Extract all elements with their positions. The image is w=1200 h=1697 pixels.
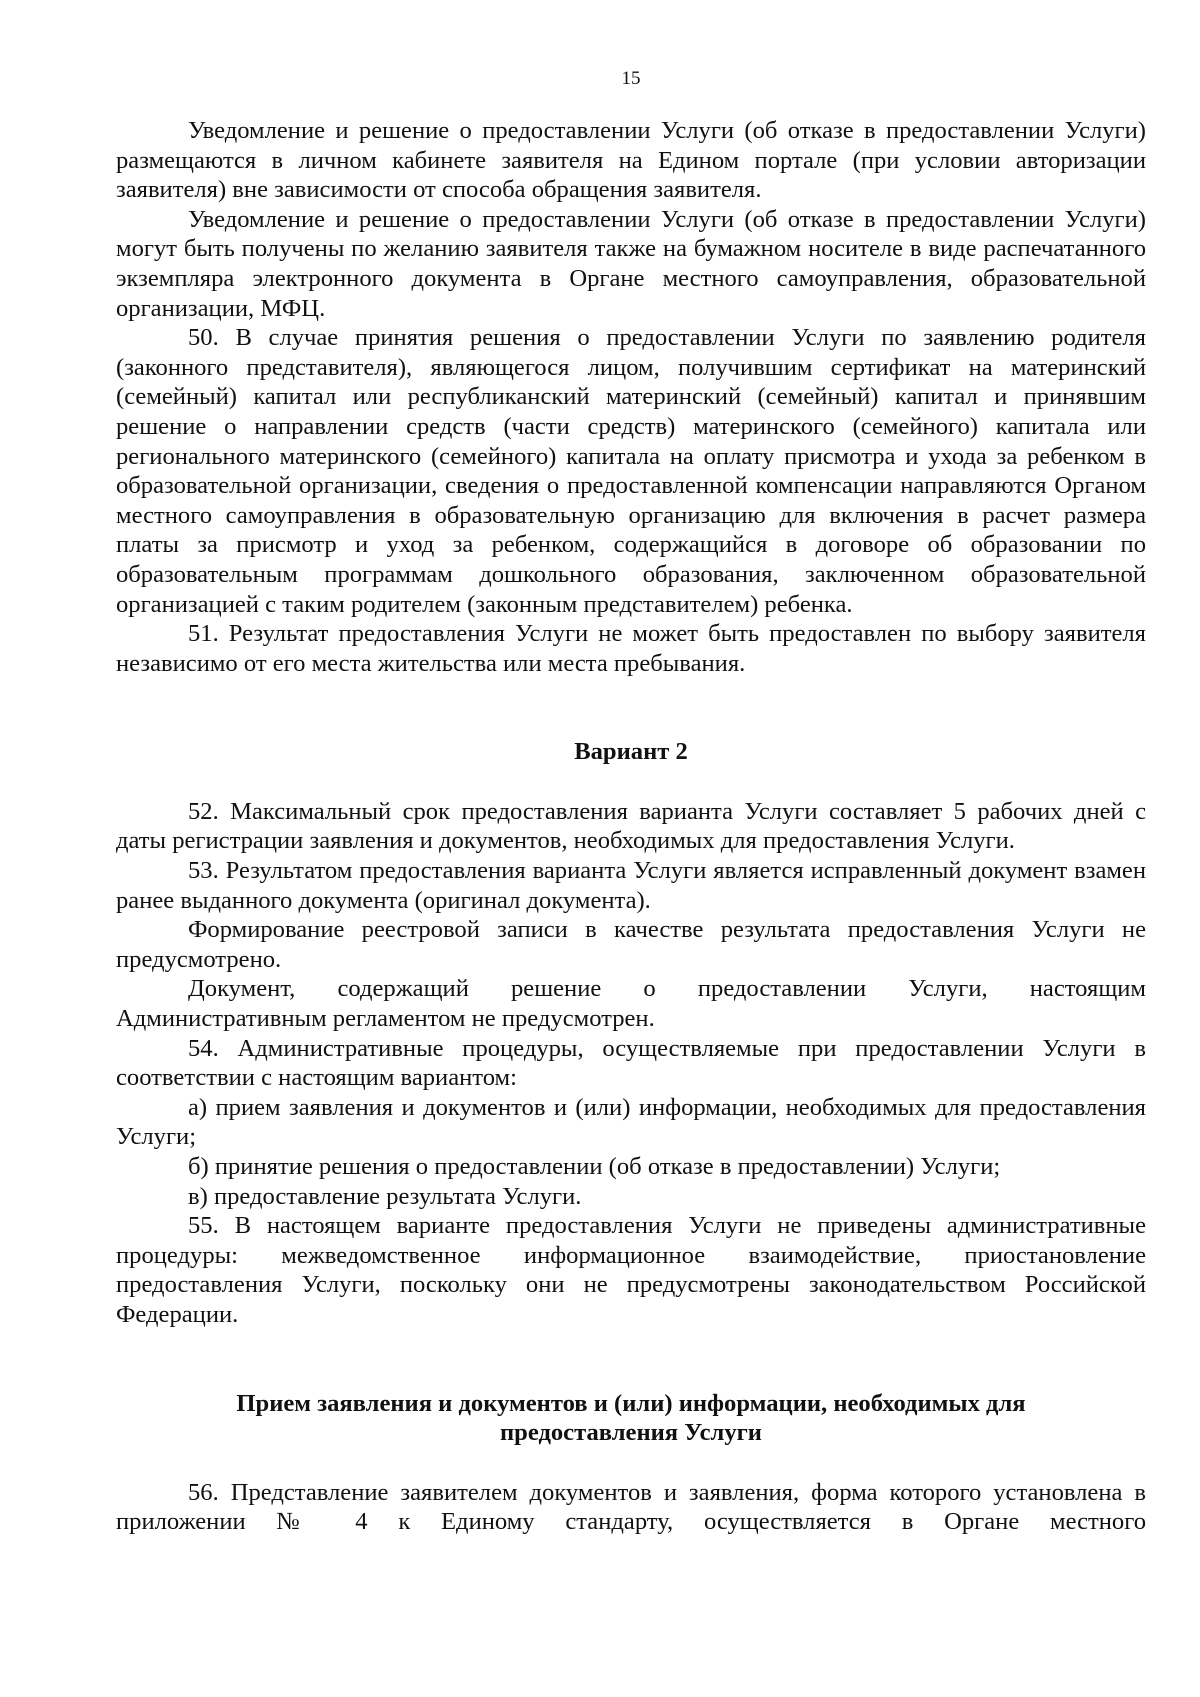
- paragraph-registry-record: Формирование реестровой записи в качестве результата предоставления Услуги не предусмотрено.: [116, 916, 1146, 973]
- paragraph-52: 52. Максимальный срок предоставления варианта Услуги составляет 5 рабочих дней с даты регистрации заявления и документов, необходимых для предоставления Услуги.: [116, 797, 1146, 855]
- spacer: [116, 767, 1146, 797]
- paragraph-notice-placement: Уведомление и решение о предоставлении Услуги (об отказе в предоставлении Услуги) размещаются в личном кабинете заявителя на Едином портале (при условии авторизации заявителя) вне зависимости от способа обращения заявителя.: [116, 117, 1146, 204]
- page-number: 15: [621, 68, 641, 89]
- list-item-a: а) прием заявления и документов и (или) информации, необходимых для предоставления Услуги;: [116, 1093, 1146, 1151]
- paragraph-50: 50. В случае принятия решения о предоставлении Услуги по заявлению родителя (законного представителя), являющегося лицом, получившим сертификат на материнский (семейный) капитал или республиканский материнский (семейный) капитал и принявшим решение о направлении средств (части средств) материнского (семейного) капитала или регионального материнского (семейного) капитала на оплату присмотра и ухода за ребенком в образовательной организации, сведения о предоставленной компенсации направляются Органом местного самоуправления в образовательную организацию для включения в расчет размера платы за присмотр и уход за ребенком, содержащийся в договоре об образовании по образовательным программам дошкольного образования, заключенном образовательной организацией с таким родителем (законным представителем) ребенка.: [116, 324, 1146, 618]
- spacer: [116, 1448, 1146, 1478]
- list-item-b: б) принятие решения о предоставлении (об отказе в предоставлении) Услуги;: [188, 1153, 1001, 1180]
- paragraph-51: 51. Результат предоставления Услуги не может быть предоставлен по выбору заявителя независимо от его места жительства или места пребывания.: [116, 620, 1146, 677]
- paragraph-53: 53. Результатом предоставления варианта Услуги является исправленный документ взамен ранее выданного документа (оригинал документа).: [116, 857, 1146, 914]
- heading-section-line-2: предоставления Услуги: [500, 1419, 762, 1447]
- paragraph-55: 55. В настоящем варианте предоставления Услуги не приведены административные процедуры: межведомственное информационное взаимодействие, приостановление предоставления Услуги, поскольку они не предусмотрены законодательством Российской Федерации.: [116, 1212, 1146, 1328]
- spacer: [116, 1330, 1146, 1389]
- spacer: [116, 678, 1146, 737]
- paragraph-notice-paper: Уведомление и решение о предоставлении Услуги (об отказе в предоставлении Услуги) могут быть получены по желанию заявителя также на бумажном носителе в виде распечатанного экземпляра электронного документа в Органе местного самоуправления, образовательной организации, МФЦ.: [116, 205, 1146, 322]
- heading-variant-2: Вариант 2: [574, 738, 688, 766]
- paragraph-56: 56. Представление заявителем документов и заявления, форма которого установлена в приложении № 4 к Единому стандарту, осуществляется в Органе местного: [116, 1478, 1146, 1536]
- paragraph-54: 54. Административные процедуры, осуществляемые при предоставлении Услуги в соответствии с настоящим вариантом:: [116, 1034, 1146, 1092]
- heading-section-line-1: Прием заявления и документов и (или) информации, необходимых для: [236, 1389, 1026, 1417]
- paragraph-decision-document: Документ, содержащий решение о предоставлении Услуги, настоящим Административным регламентом не предусмотрен.: [116, 975, 1146, 1033]
- list-item-c: в) предоставление результата Услуги.: [188, 1182, 582, 1210]
